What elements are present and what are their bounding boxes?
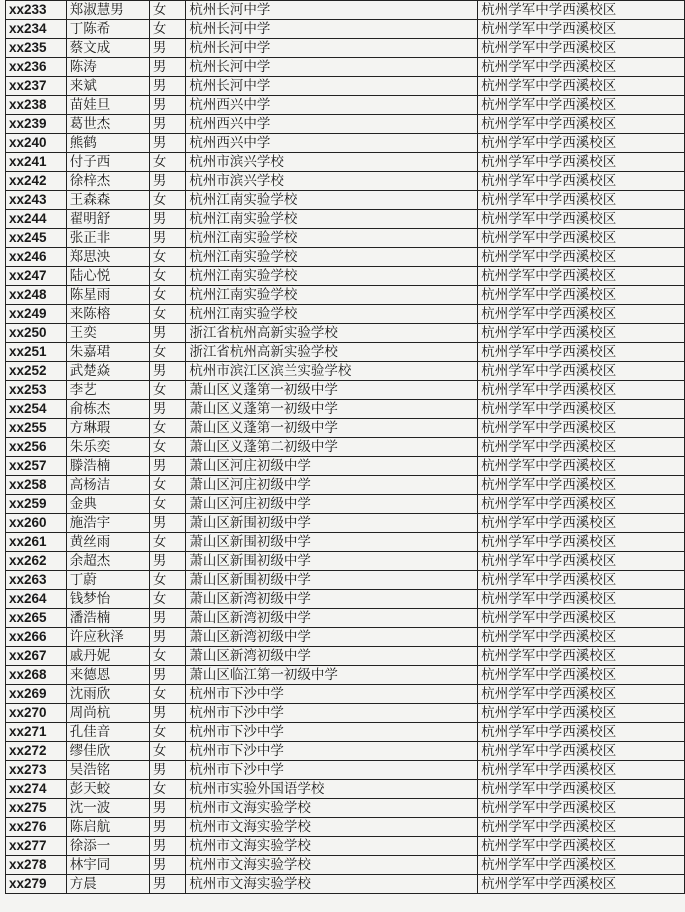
student-id-cell: xx277 xyxy=(6,837,67,856)
student-name-cell: 方晨 xyxy=(66,875,149,894)
student-name-cell: 孔佳音 xyxy=(66,723,149,742)
graduating-school-cell: 杭州西兴中学 xyxy=(186,96,478,115)
student-id-cell: xx265 xyxy=(6,609,67,628)
gender-cell: 男 xyxy=(149,229,185,248)
table-row xyxy=(6,704,685,723)
table-row xyxy=(6,761,685,780)
admitted-campus-cell: 杭州学军中学西溪校区 xyxy=(478,229,685,248)
student-id-cell: xx254 xyxy=(6,400,67,419)
student-id-cell: xx256 xyxy=(6,438,67,457)
admitted-campus-cell: 杭州学军中学西溪校区 xyxy=(478,20,685,39)
student-id-cell: xx266 xyxy=(6,628,67,647)
table-row xyxy=(6,153,685,172)
admitted-campus-cell: 杭州学军中学西溪校区 xyxy=(478,761,685,780)
student-name-cell: 熊鹤 xyxy=(66,134,149,153)
admitted-campus-cell: 杭州学军中学西溪校区 xyxy=(478,381,685,400)
student-id-cell: xx252 xyxy=(6,362,67,381)
graduating-school-cell: 萧山区河庄初级中学 xyxy=(186,476,478,495)
table-row xyxy=(6,837,685,856)
student-name-cell: 陈星雨 xyxy=(66,286,149,305)
student-name-cell: 林宇同 xyxy=(66,856,149,875)
admitted-campus-cell: 杭州学军中学西溪校区 xyxy=(478,267,685,286)
graduating-school-cell: 杭州市文海实验学校 xyxy=(186,837,478,856)
gender-cell: 男 xyxy=(149,628,185,647)
table-row xyxy=(6,875,685,894)
admitted-campus-cell: 杭州学军中学西溪校区 xyxy=(478,818,685,837)
student-name-cell: 葛世杰 xyxy=(66,115,149,134)
table-row xyxy=(6,115,685,134)
table-row xyxy=(6,533,685,552)
admitted-campus-cell: 杭州学军中学西溪校区 xyxy=(478,552,685,571)
table-row xyxy=(6,39,685,58)
gender-cell: 女 xyxy=(149,419,185,438)
admitted-campus-cell: 杭州学军中学西溪校区 xyxy=(478,77,685,96)
student-name-cell: 朱嘉珺 xyxy=(66,343,149,362)
student-name-cell: 钱梦怡 xyxy=(66,590,149,609)
gender-cell: 女 xyxy=(149,476,185,495)
graduating-school-cell: 萧山区河庄初级中学 xyxy=(186,495,478,514)
table-row xyxy=(6,742,685,761)
gender-cell: 女 xyxy=(149,780,185,799)
table-row xyxy=(6,552,685,571)
table-row xyxy=(6,134,685,153)
student-id-cell: xx245 xyxy=(6,229,67,248)
table-row xyxy=(6,343,685,362)
student-name-cell: 翟明舒 xyxy=(66,210,149,229)
student-id-cell: xx237 xyxy=(6,77,67,96)
student-id-cell: xx246 xyxy=(6,248,67,267)
gender-cell: 男 xyxy=(149,324,185,343)
gender-cell: 女 xyxy=(149,20,185,39)
graduating-school-cell: 萧山区新湾初级中学 xyxy=(186,647,478,666)
graduating-school-cell: 杭州长河中学 xyxy=(186,77,478,96)
student-id-cell: xx275 xyxy=(6,799,67,818)
graduating-school-cell: 浙江省杭州高新实验学校 xyxy=(186,343,478,362)
gender-cell: 女 xyxy=(149,305,185,324)
gender-cell: 男 xyxy=(149,39,185,58)
admitted-campus-cell: 杭州学军中学西溪校区 xyxy=(478,134,685,153)
student-name-cell: 陈启航 xyxy=(66,818,149,837)
student-name-cell: 施浩宇 xyxy=(66,514,149,533)
student-id-cell: xx261 xyxy=(6,533,67,552)
graduating-school-cell: 杭州西兴中学 xyxy=(186,115,478,134)
admitted-campus-cell: 杭州学军中学西溪校区 xyxy=(478,400,685,419)
graduating-school-cell: 杭州市滨兴学校 xyxy=(186,172,478,191)
graduating-school-cell: 萧山区新湾初级中学 xyxy=(186,628,478,647)
graduating-school-cell: 萧山区义蓬第一初级中学 xyxy=(186,419,478,438)
student-name-cell: 俞栋杰 xyxy=(66,400,149,419)
student-name-cell: 金典 xyxy=(66,495,149,514)
student-id-cell: xx279 xyxy=(6,875,67,894)
roster-body xyxy=(6,1,685,894)
student-id-cell: xx249 xyxy=(6,305,67,324)
gender-cell: 男 xyxy=(149,856,185,875)
student-roster-table xyxy=(5,0,685,894)
table-row xyxy=(6,77,685,96)
gender-cell: 女 xyxy=(149,343,185,362)
admitted-campus-cell: 杭州学军中学西溪校区 xyxy=(478,457,685,476)
table-row xyxy=(6,305,685,324)
table-row xyxy=(6,476,685,495)
admitted-campus-cell: 杭州学军中学西溪校区 xyxy=(478,628,685,647)
graduating-school-cell: 杭州市文海实验学校 xyxy=(186,799,478,818)
student-id-cell: xx234 xyxy=(6,20,67,39)
graduating-school-cell: 萧山区义蓬第一初级中学 xyxy=(186,400,478,419)
graduating-school-cell: 萧山区新围初级中学 xyxy=(186,552,478,571)
student-name-cell: 滕浩楠 xyxy=(66,457,149,476)
graduating-school-cell: 杭州长河中学 xyxy=(186,1,478,20)
admitted-campus-cell: 杭州学军中学西溪校区 xyxy=(478,533,685,552)
gender-cell: 男 xyxy=(149,514,185,533)
gender-cell: 女 xyxy=(149,1,185,20)
admitted-campus-cell: 杭州学军中学西溪校区 xyxy=(478,153,685,172)
table-row xyxy=(6,267,685,286)
student-name-cell: 武楚焱 xyxy=(66,362,149,381)
student-id-cell: xx278 xyxy=(6,856,67,875)
table-row xyxy=(6,818,685,837)
student-name-cell: 丁蔚 xyxy=(66,571,149,590)
admitted-campus-cell: 杭州学军中学西溪校区 xyxy=(478,305,685,324)
gender-cell: 男 xyxy=(149,77,185,96)
admitted-campus-cell: 杭州学军中学西溪校区 xyxy=(478,115,685,134)
table-row xyxy=(6,191,685,210)
gender-cell: 女 xyxy=(149,590,185,609)
roster-sheet xyxy=(5,0,685,894)
admitted-campus-cell: 杭州学军中学西溪校区 xyxy=(478,419,685,438)
gender-cell: 男 xyxy=(149,799,185,818)
student-name-cell: 沈雨欣 xyxy=(66,685,149,704)
gender-cell: 女 xyxy=(149,571,185,590)
admitted-campus-cell: 杭州学军中学西溪校区 xyxy=(478,210,685,229)
table-row xyxy=(6,58,685,77)
student-name-cell: 来德恩 xyxy=(66,666,149,685)
admitted-campus-cell: 杭州学军中学西溪校区 xyxy=(478,248,685,267)
student-name-cell: 缪佳欣 xyxy=(66,742,149,761)
graduating-school-cell: 萧山区河庄初级中学 xyxy=(186,457,478,476)
student-id-cell: xx238 xyxy=(6,96,67,115)
admitted-campus-cell: 杭州学军中学西溪校区 xyxy=(478,324,685,343)
student-id-cell: xx255 xyxy=(6,419,67,438)
student-id-cell: xx241 xyxy=(6,153,67,172)
graduating-school-cell: 杭州市实验外国语学校 xyxy=(186,780,478,799)
student-id-cell: xx258 xyxy=(6,476,67,495)
gender-cell: 男 xyxy=(149,96,185,115)
gender-cell: 男 xyxy=(149,837,185,856)
graduating-school-cell: 杭州江南实验学校 xyxy=(186,210,478,229)
admitted-campus-cell: 杭州学军中学西溪校区 xyxy=(478,495,685,514)
student-id-cell: xx260 xyxy=(6,514,67,533)
student-id-cell: xx235 xyxy=(6,39,67,58)
admitted-campus-cell: 杭州学军中学西溪校区 xyxy=(478,856,685,875)
table-row xyxy=(6,685,685,704)
table-row xyxy=(6,286,685,305)
student-id-cell: xx267 xyxy=(6,647,67,666)
admitted-campus-cell: 杭州学军中学西溪校区 xyxy=(478,647,685,666)
student-id-cell: xx233 xyxy=(6,1,67,20)
admitted-campus-cell: 杭州学军中学西溪校区 xyxy=(478,476,685,495)
admitted-campus-cell: 杭州学军中学西溪校区 xyxy=(478,58,685,77)
graduating-school-cell: 杭州江南实验学校 xyxy=(186,286,478,305)
table-row xyxy=(6,419,685,438)
admitted-campus-cell: 杭州学军中学西溪校区 xyxy=(478,96,685,115)
graduating-school-cell: 杭州市下沙中学 xyxy=(186,742,478,761)
gender-cell: 女 xyxy=(149,153,185,172)
table-row xyxy=(6,628,685,647)
student-id-cell: xx274 xyxy=(6,780,67,799)
graduating-school-cell: 浙江省杭州高新实验学校 xyxy=(186,324,478,343)
student-id-cell: xx270 xyxy=(6,704,67,723)
admitted-campus-cell: 杭州学军中学西溪校区 xyxy=(478,685,685,704)
admitted-campus-cell: 杭州学军中学西溪校区 xyxy=(478,172,685,191)
graduating-school-cell: 萧山区义蓬第一初级中学 xyxy=(186,381,478,400)
student-id-cell: xx259 xyxy=(6,495,67,514)
student-name-cell: 彭天蛟 xyxy=(66,780,149,799)
student-name-cell: 潘浩楠 xyxy=(66,609,149,628)
graduating-school-cell: 杭州西兴中学 xyxy=(186,134,478,153)
graduating-school-cell: 萧山区新湾初级中学 xyxy=(186,609,478,628)
admitted-campus-cell: 杭州学军中学西溪校区 xyxy=(478,723,685,742)
admitted-campus-cell: 杭州学军中学西溪校区 xyxy=(478,286,685,305)
table-row xyxy=(6,248,685,267)
table-row xyxy=(6,400,685,419)
student-name-cell: 周尚杭 xyxy=(66,704,149,723)
gender-cell: 女 xyxy=(149,533,185,552)
student-id-cell: xx243 xyxy=(6,191,67,210)
admitted-campus-cell: 杭州学军中学西溪校区 xyxy=(478,191,685,210)
student-id-cell: xx236 xyxy=(6,58,67,77)
student-name-cell: 黄丝雨 xyxy=(66,533,149,552)
graduating-school-cell: 杭州江南实验学校 xyxy=(186,267,478,286)
student-id-cell: xx263 xyxy=(6,571,67,590)
admitted-campus-cell: 杭州学军中学西溪校区 xyxy=(478,438,685,457)
student-name-cell: 徐梓杰 xyxy=(66,172,149,191)
graduating-school-cell: 杭州市滨江区滨兰实验学校 xyxy=(186,362,478,381)
table-row xyxy=(6,1,685,20)
student-name-cell: 许应秋泽 xyxy=(66,628,149,647)
student-id-cell: xx273 xyxy=(6,761,67,780)
student-name-cell: 陈涛 xyxy=(66,58,149,77)
admitted-campus-cell: 杭州学军中学西溪校区 xyxy=(478,1,685,20)
gender-cell: 女 xyxy=(149,723,185,742)
student-id-cell: xx247 xyxy=(6,267,67,286)
gender-cell: 男 xyxy=(149,609,185,628)
table-row xyxy=(6,856,685,875)
gender-cell: 男 xyxy=(149,457,185,476)
admitted-campus-cell: 杭州学军中学西溪校区 xyxy=(478,875,685,894)
graduating-school-cell: 杭州市下沙中学 xyxy=(186,761,478,780)
table-row xyxy=(6,438,685,457)
gender-cell: 男 xyxy=(149,115,185,134)
gender-cell: 男 xyxy=(149,210,185,229)
table-row xyxy=(6,20,685,39)
table-row xyxy=(6,457,685,476)
gender-cell: 女 xyxy=(149,191,185,210)
graduating-school-cell: 杭州市文海实验学校 xyxy=(186,856,478,875)
gender-cell: 女 xyxy=(149,267,185,286)
graduating-school-cell: 杭州市下沙中学 xyxy=(186,704,478,723)
admitted-campus-cell: 杭州学军中学西溪校区 xyxy=(478,799,685,818)
admitted-campus-cell: 杭州学军中学西溪校区 xyxy=(478,742,685,761)
student-id-cell: xx271 xyxy=(6,723,67,742)
graduating-school-cell: 萧山区新围初级中学 xyxy=(186,514,478,533)
table-row xyxy=(6,514,685,533)
student-id-cell: xx272 xyxy=(6,742,67,761)
student-id-cell: xx242 xyxy=(6,172,67,191)
graduating-school-cell: 杭州江南实验学校 xyxy=(186,248,478,267)
student-id-cell: xx257 xyxy=(6,457,67,476)
student-name-cell: 蔡文成 xyxy=(66,39,149,58)
gender-cell: 男 xyxy=(149,552,185,571)
student-name-cell: 丁陈希 xyxy=(66,20,149,39)
student-name-cell: 郑淑慧男 xyxy=(66,1,149,20)
gender-cell: 女 xyxy=(149,248,185,267)
gender-cell: 女 xyxy=(149,495,185,514)
admitted-campus-cell: 杭州学军中学西溪校区 xyxy=(478,837,685,856)
student-name-cell: 方琳瑕 xyxy=(66,419,149,438)
gender-cell: 男 xyxy=(149,761,185,780)
graduating-school-cell: 杭州市文海实验学校 xyxy=(186,818,478,837)
graduating-school-cell: 杭州市下沙中学 xyxy=(186,723,478,742)
gender-cell: 男 xyxy=(149,666,185,685)
student-name-cell: 徐添一 xyxy=(66,837,149,856)
table-row xyxy=(6,590,685,609)
graduating-school-cell: 杭州江南实验学校 xyxy=(186,191,478,210)
student-name-cell: 苗娃旦 xyxy=(66,96,149,115)
graduating-school-cell: 杭州长河中学 xyxy=(186,39,478,58)
student-name-cell: 来斌 xyxy=(66,77,149,96)
graduating-school-cell: 萧山区临江第一初级中学 xyxy=(186,666,478,685)
gender-cell: 男 xyxy=(149,875,185,894)
table-row xyxy=(6,666,685,685)
student-name-cell: 吴浩铭 xyxy=(66,761,149,780)
graduating-school-cell: 杭州江南实验学校 xyxy=(186,229,478,248)
gender-cell: 男 xyxy=(149,362,185,381)
table-row xyxy=(6,647,685,666)
admitted-campus-cell: 杭州学军中学西溪校区 xyxy=(478,704,685,723)
student-id-cell: xx244 xyxy=(6,210,67,229)
admitted-campus-cell: 杭州学军中学西溪校区 xyxy=(478,780,685,799)
gender-cell: 男 xyxy=(149,134,185,153)
graduating-school-cell: 杭州长河中学 xyxy=(186,58,478,77)
table-row xyxy=(6,571,685,590)
table-row xyxy=(6,210,685,229)
student-name-cell: 戚丹妮 xyxy=(66,647,149,666)
gender-cell: 男 xyxy=(149,818,185,837)
graduating-school-cell: 杭州市滨兴学校 xyxy=(186,153,478,172)
table-row xyxy=(6,362,685,381)
admitted-campus-cell: 杭州学军中学西溪校区 xyxy=(478,571,685,590)
graduating-school-cell: 萧山区新湾初级中学 xyxy=(186,590,478,609)
admitted-campus-cell: 杭州学军中学西溪校区 xyxy=(478,39,685,58)
gender-cell: 女 xyxy=(149,286,185,305)
student-id-cell: xx269 xyxy=(6,685,67,704)
student-name-cell: 朱乐奕 xyxy=(66,438,149,457)
gender-cell: 男 xyxy=(149,400,185,419)
table-row xyxy=(6,96,685,115)
student-name-cell: 李艺 xyxy=(66,381,149,400)
gender-cell: 男 xyxy=(149,58,185,77)
gender-cell: 男 xyxy=(149,172,185,191)
student-name-cell: 余超杰 xyxy=(66,552,149,571)
table-row xyxy=(6,172,685,191)
graduating-school-cell: 杭州江南实验学校 xyxy=(186,305,478,324)
gender-cell: 女 xyxy=(149,685,185,704)
student-name-cell: 张正非 xyxy=(66,229,149,248)
student-id-cell: xx240 xyxy=(6,134,67,153)
student-name-cell: 王奕 xyxy=(66,324,149,343)
gender-cell: 女 xyxy=(149,438,185,457)
graduating-school-cell: 萧山区新围初级中学 xyxy=(186,571,478,590)
student-name-cell: 陆心悦 xyxy=(66,267,149,286)
table-row xyxy=(6,799,685,818)
student-id-cell: xx276 xyxy=(6,818,67,837)
table-row xyxy=(6,229,685,248)
graduating-school-cell: 杭州市下沙中学 xyxy=(186,685,478,704)
student-name-cell: 来陈榕 xyxy=(66,305,149,324)
student-name-cell: 高杨洁 xyxy=(66,476,149,495)
gender-cell: 女 xyxy=(149,647,185,666)
table-row xyxy=(6,495,685,514)
student-id-cell: xx262 xyxy=(6,552,67,571)
admitted-campus-cell: 杭州学军中学西溪校区 xyxy=(478,514,685,533)
graduating-school-cell: 杭州长河中学 xyxy=(186,20,478,39)
student-id-cell: xx251 xyxy=(6,343,67,362)
student-id-cell: xx239 xyxy=(6,115,67,134)
student-name-cell: 沈一波 xyxy=(66,799,149,818)
gender-cell: 女 xyxy=(149,381,185,400)
table-row xyxy=(6,609,685,628)
admitted-campus-cell: 杭州学军中学西溪校区 xyxy=(478,362,685,381)
table-row xyxy=(6,780,685,799)
student-id-cell: xx268 xyxy=(6,666,67,685)
table-row xyxy=(6,324,685,343)
gender-cell: 女 xyxy=(149,742,185,761)
admitted-campus-cell: 杭州学军中学西溪校区 xyxy=(478,666,685,685)
graduating-school-cell: 杭州市文海实验学校 xyxy=(186,875,478,894)
admitted-campus-cell: 杭州学军中学西溪校区 xyxy=(478,609,685,628)
admitted-campus-cell: 杭州学军中学西溪校区 xyxy=(478,343,685,362)
student-id-cell: xx250 xyxy=(6,324,67,343)
gender-cell: 男 xyxy=(149,704,185,723)
student-id-cell: xx248 xyxy=(6,286,67,305)
admitted-campus-cell: 杭州学军中学西溪校区 xyxy=(478,590,685,609)
student-name-cell: 郑思泱 xyxy=(66,248,149,267)
graduating-school-cell: 萧山区新围初级中学 xyxy=(186,533,478,552)
student-name-cell: 付子西 xyxy=(66,153,149,172)
student-name-cell: 王森森 xyxy=(66,191,149,210)
table-row xyxy=(6,723,685,742)
table-row xyxy=(6,381,685,400)
student-id-cell: xx253 xyxy=(6,381,67,400)
graduating-school-cell: 萧山区义蓬第二初级中学 xyxy=(186,438,478,457)
student-id-cell: xx264 xyxy=(6,590,67,609)
